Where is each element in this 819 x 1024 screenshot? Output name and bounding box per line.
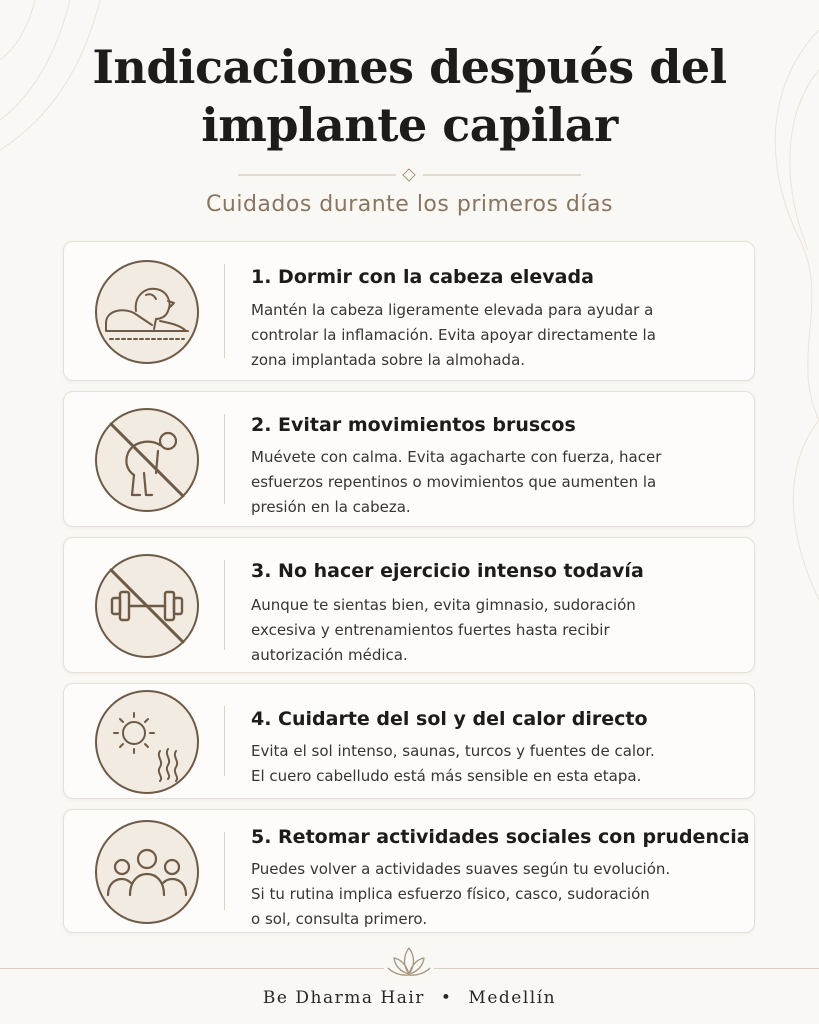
card-divider bbox=[224, 264, 225, 358]
card-title: 4. Cuidarte del sol y del calor directo bbox=[251, 708, 648, 730]
title-line-2: implante capilar bbox=[201, 98, 618, 152]
card-description-line: esfuerzos repentinos o movimientos que aumenten la bbox=[251, 473, 657, 491]
sun-heat-icon bbox=[94, 689, 200, 795]
card-title: 5. Retomar actividades sociales con prudencia bbox=[251, 826, 750, 848]
care-card-movements bbox=[63, 391, 755, 527]
card-description-line: Aunque te sientas bien, evita gimnasio, sudoración bbox=[251, 596, 636, 614]
card-description-line: Muévete con calma. Evita agacharte con fuerza, hacer bbox=[251, 448, 662, 466]
care-card-sleep bbox=[63, 241, 755, 381]
card-description-line: Evita el sol intenso, saunas, turcos y fuentes de calor. bbox=[251, 742, 655, 760]
no-dumbbell-icon bbox=[94, 553, 200, 659]
title-divider bbox=[238, 166, 581, 184]
card-description-line: El cuero cabelludo está más sensible en esta etapa. bbox=[251, 767, 642, 785]
lotus-icon bbox=[384, 942, 434, 982]
no-bending-icon bbox=[94, 407, 200, 513]
card-description-line: excesiva y entrenamientos fuertes hasta recibir bbox=[251, 621, 610, 639]
footer-separator: • bbox=[440, 988, 453, 1008]
card-description bbox=[251, 445, 741, 520]
card-divider bbox=[224, 832, 225, 910]
card-description-line: Puedes volver a actividades suaves según tu evolución. bbox=[251, 860, 671, 878]
people-group-icon bbox=[94, 819, 200, 925]
brand-name: Be Dharma Hair bbox=[262, 988, 425, 1008]
care-card-exercise bbox=[63, 537, 755, 673]
footer-brand bbox=[0, 988, 819, 1008]
card-description-line: zona implantada sobre la almohada. bbox=[251, 351, 526, 369]
city-name: Medellín bbox=[468, 988, 557, 1008]
card-title: 3. No hacer ejercicio intenso todavía bbox=[251, 560, 644, 582]
card-description bbox=[251, 593, 741, 668]
page-subtitle: Cuidados durante los primeros días bbox=[206, 192, 613, 217]
sleeping-elevated-head-icon bbox=[94, 259, 200, 365]
page-title bbox=[0, 38, 819, 154]
card-description bbox=[251, 857, 741, 932]
card-description-line: presión en la cabeza. bbox=[251, 498, 411, 516]
title-line-1: Indicaciones después del bbox=[92, 40, 727, 94]
card-description-line: autorización médica. bbox=[251, 646, 408, 664]
card-title: 2. Evitar movimientos bruscos bbox=[251, 414, 576, 436]
care-card-social bbox=[63, 809, 755, 933]
card-description bbox=[251, 298, 741, 373]
card-description-line: Si tu rutina implica esfuerzo físico, casco, sudoración bbox=[251, 885, 650, 903]
care-card-sun bbox=[63, 683, 755, 799]
card-divider bbox=[224, 560, 225, 650]
card-description bbox=[251, 739, 741, 789]
card-description-line: controlar la inflamación. Evita apoyar directamente la bbox=[251, 326, 656, 344]
card-description-line: Mantén la cabeza ligeramente elevada para ayudar a bbox=[251, 301, 654, 319]
card-title: 1. Dormir con la cabeza elevada bbox=[251, 266, 594, 288]
card-divider bbox=[224, 706, 225, 776]
card-divider bbox=[224, 414, 225, 504]
card-description-line: o sol, consulta primero. bbox=[251, 910, 428, 928]
